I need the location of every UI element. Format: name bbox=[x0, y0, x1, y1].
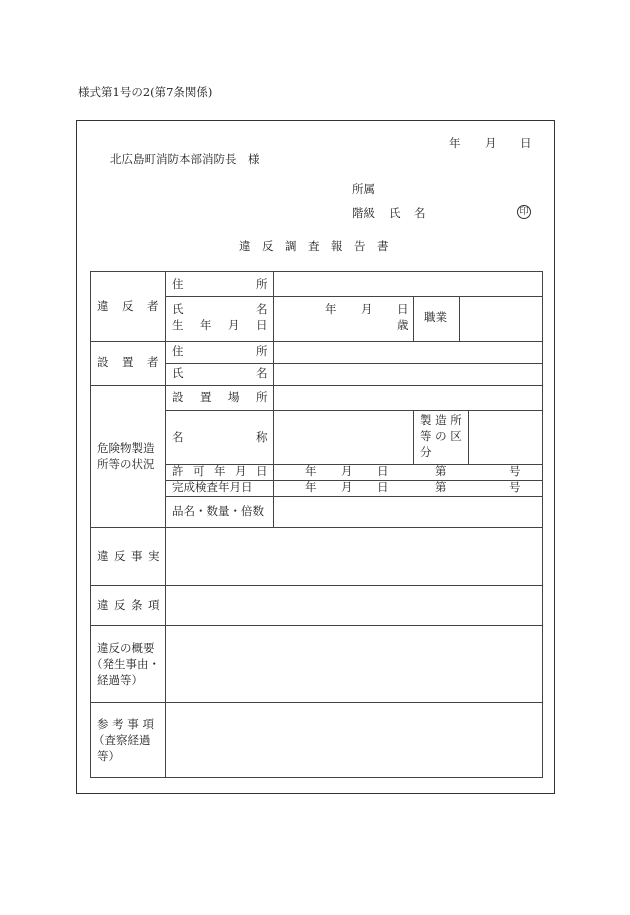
permit-2: 可 bbox=[193, 464, 205, 478]
location-3: 場 bbox=[228, 390, 240, 404]
affiliation-label: 所属 bbox=[352, 182, 375, 196]
violator-birth-3: 月 bbox=[228, 318, 240, 332]
birth-day: 日 bbox=[397, 302, 409, 316]
items-field[interactable] bbox=[274, 497, 542, 527]
facility-group-line1: 危険物製造 bbox=[97, 441, 155, 455]
addressee: 北広島町消防本部消防長 様 bbox=[110, 152, 260, 166]
title-char-2: 反 bbox=[262, 239, 274, 253]
violator-birth-4: 日 bbox=[256, 318, 268, 332]
articles-field[interactable] bbox=[166, 586, 542, 625]
inspection-label: 完成検査年月日 bbox=[172, 480, 253, 494]
summary-line1: 違反の概要 bbox=[97, 641, 155, 655]
installer-group-1: 設 bbox=[97, 355, 109, 369]
violator-address-1: 住 bbox=[172, 277, 184, 291]
location-field[interactable] bbox=[274, 386, 542, 410]
facility-name-1: 名 bbox=[172, 430, 184, 444]
inspection-go: 号 bbox=[509, 480, 521, 494]
violator-group-2: 反 bbox=[122, 299, 134, 313]
date-day: 日 bbox=[520, 136, 532, 150]
facility-name-field[interactable] bbox=[274, 411, 413, 464]
references-field[interactable] bbox=[166, 703, 542, 777]
birth-year: 年 bbox=[325, 302, 337, 316]
violator-birth-2: 年 bbox=[200, 318, 212, 332]
location-4: 所 bbox=[256, 390, 268, 404]
date-year: 年 bbox=[449, 136, 461, 150]
facts-field[interactable] bbox=[166, 528, 542, 585]
form-number: 様式第1号の2(第7条関係) bbox=[78, 85, 213, 99]
inspection-day: 日 bbox=[377, 480, 389, 494]
inspection-month: 月 bbox=[341, 480, 353, 494]
title-char-4: 査 bbox=[308, 239, 320, 253]
location-1: 設 bbox=[172, 390, 184, 404]
summary-field[interactable] bbox=[166, 626, 542, 702]
title-char-6: 告 bbox=[354, 239, 366, 253]
seal-mark: 印 bbox=[517, 205, 531, 219]
violator-birth-1: 生 bbox=[172, 318, 184, 332]
facts-1: 違 bbox=[97, 549, 109, 563]
installer-address-field[interactable] bbox=[274, 342, 542, 363]
installer-group-2: 置 bbox=[122, 355, 134, 369]
permit-3: 年 bbox=[214, 464, 226, 478]
articles-3: 条 bbox=[131, 598, 143, 612]
violator-name-2: 名 bbox=[256, 302, 268, 316]
installer-name-1: 氏 bbox=[172, 366, 184, 380]
permit-day: 日 bbox=[377, 464, 389, 478]
permit-month: 月 bbox=[341, 464, 353, 478]
category-line2: 等 の 区 bbox=[420, 429, 462, 443]
installer-address-2: 所 bbox=[256, 344, 268, 358]
age-label: 歳 bbox=[397, 318, 409, 332]
category-line3: 分 bbox=[420, 445, 432, 459]
birth-month: 月 bbox=[361, 302, 373, 316]
inspection-dai: 第 bbox=[435, 480, 447, 494]
location-2: 置 bbox=[200, 390, 212, 404]
occupation-field[interactable] bbox=[460, 297, 542, 341]
rank-label: 階級 bbox=[352, 206, 375, 220]
category-line1: 製 造 所 bbox=[420, 413, 462, 427]
permit-4: 月 bbox=[235, 464, 247, 478]
articles-2: 反 bbox=[114, 598, 126, 612]
violator-name-1: 氏 bbox=[172, 302, 184, 316]
installer-name-2: 名 bbox=[256, 366, 268, 380]
summary-line2: （発生事由・ bbox=[91, 657, 160, 671]
violator-group-1: 違 bbox=[97, 299, 109, 313]
permit-dai: 第 bbox=[435, 464, 447, 478]
violator-group-3: 者 bbox=[147, 299, 159, 313]
violator-address-field[interactable] bbox=[274, 272, 542, 296]
articles-1: 違 bbox=[97, 598, 109, 612]
facility-group-line2: 所等の状況 bbox=[97, 457, 155, 471]
facts-2: 反 bbox=[114, 549, 126, 563]
title-char-1: 違 bbox=[239, 239, 251, 253]
references-line1: 参 考 事 項 bbox=[97, 717, 154, 731]
violator-address-2: 所 bbox=[256, 277, 268, 291]
title-char-3: 調 bbox=[285, 239, 297, 253]
references-line3: 等） bbox=[97, 749, 120, 763]
items-label: 品名・数量・倍数 bbox=[172, 504, 264, 518]
name-label-mei: 名 bbox=[414, 206, 426, 220]
installer-address-1: 住 bbox=[172, 344, 184, 358]
facts-4: 実 bbox=[148, 549, 160, 563]
occupation-label: 職業 bbox=[424, 310, 447, 324]
inspection-year: 年 bbox=[305, 480, 317, 494]
title-char-7: 書 bbox=[377, 239, 389, 253]
name-label-shi: 氏 bbox=[389, 206, 401, 220]
permit-1: 許 bbox=[172, 464, 184, 478]
title-char-5: 報 bbox=[331, 239, 343, 253]
category-field[interactable] bbox=[469, 411, 542, 464]
installer-name-field[interactable] bbox=[274, 364, 542, 385]
facility-name-2: 称 bbox=[256, 430, 268, 444]
articles-4: 項 bbox=[148, 598, 160, 612]
facts-3: 事 bbox=[131, 549, 143, 563]
summary-line3: 経過等） bbox=[97, 673, 143, 687]
installer-group-3: 者 bbox=[147, 355, 159, 369]
references-line2: （査察経過 bbox=[93, 733, 151, 747]
date-month: 月 bbox=[485, 136, 497, 150]
permit-go: 号 bbox=[509, 464, 521, 478]
permit-5: 日 bbox=[256, 464, 268, 478]
permit-year: 年 bbox=[305, 464, 317, 478]
